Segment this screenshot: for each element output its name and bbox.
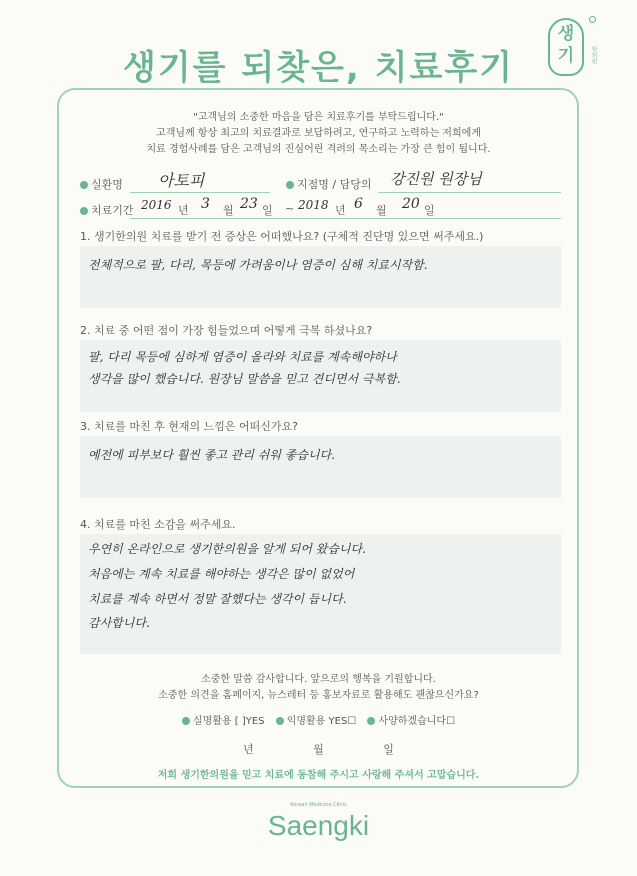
- brand-badge: 생기: [548, 18, 584, 76]
- question-4: 4. 치료를 마친 소감을 써주세요.: [80, 518, 236, 531]
- patient-label: 실환명: [80, 176, 123, 192]
- tilde: ~: [285, 202, 295, 215]
- bullet-icon: [367, 717, 375, 725]
- logo-subtitle: Korean Medicine Clinic: [290, 802, 347, 808]
- period-end-day: 20: [402, 196, 420, 212]
- intro-line-1: "고객님의 소중한 마음을 담은 치료후기를 부탁드립니다.": [193, 112, 444, 123]
- bullet-icon: [182, 717, 190, 725]
- unit-year: 년: [335, 204, 346, 217]
- unit-day: 일: [424, 204, 435, 217]
- period-start-day: 23: [240, 196, 258, 212]
- closing-line-1: 소중한 말씀 감사합니다. 앞으로의 행복을 기원합니다.: [201, 674, 436, 685]
- divider: [130, 192, 270, 193]
- option-real-name[interactable]: 실명활용 [ ]YES: [182, 716, 265, 727]
- footer-message: 저희 생기한의원을 믿고 치료에 동참해 주시고 사랑해 주셔서 고맙습니다.: [157, 770, 480, 781]
- logo: Saengki: [267, 810, 370, 841]
- question-3: 3. 치료를 마친 후 현재의 느낌은 어떠신가요?: [80, 420, 298, 433]
- branch-value: 강진원 원장님: [390, 170, 482, 188]
- answer-3-line-1: 예전에 피부보다 훨씬 좋고 관리 쉬워 좋습니다.: [88, 448, 335, 462]
- unit-month: 월: [376, 204, 387, 217]
- date-line: 년 월 일: [243, 743, 394, 756]
- answer-4-line-4: 감사합니다.: [88, 616, 150, 630]
- answer-2-line-1: 팔, 다리 목등에 심하게 염증이 올라와 치료를 계속해야하나: [88, 350, 397, 364]
- question-2: 2. 치료 중 어떤 점이 가장 힘들었으며 어떻게 극복 하셨나요?: [80, 324, 373, 337]
- bullet-icon: [80, 181, 88, 189]
- option-anonymous[interactable]: 익명활용 YES☐: [276, 716, 357, 727]
- unit-month: 월: [223, 204, 234, 217]
- intro-line-3: 치료 경험사례를 담은 고객님의 진심어린 격려의 목소리는 가장 큰 힘이 됩니다.: [146, 144, 491, 155]
- answer-2-line-2: 생각을 많이 했습니다. 원장님 말씀을 믿고 견디면서 극복함.: [88, 372, 401, 386]
- answer-4-line-2: 처음에는 계속 치료를 해야하는 생각은 많이 없었어: [88, 567, 355, 581]
- bullet-icon: [286, 181, 294, 189]
- intro-line-2: 고객님께 항상 최고의 치료결과로 보답하려고, 연구하고 노력하는 저희에게: [156, 128, 481, 139]
- page-title: 생기를 되찾은, 치료후기: [122, 48, 515, 88]
- patient-value: 아토피: [158, 171, 205, 190]
- divider: [130, 218, 561, 219]
- period-end-year: 2018: [298, 198, 329, 212]
- divider: [378, 192, 561, 193]
- badge-dot-icon: [589, 16, 596, 23]
- bullet-icon: [276, 717, 284, 725]
- brand-badge-sub: 한의원: [590, 46, 597, 64]
- unit-year: 년: [178, 204, 189, 217]
- option-decline[interactable]: 사양하겠습니다☐: [367, 716, 455, 727]
- period-end-month: 6: [354, 196, 363, 212]
- consent-options: [60, 712, 577, 727]
- answer-4-line-1: 우연히 온라인으로 생기한의원을 알게 되어 왔습니다.: [88, 542, 366, 556]
- bullet-icon: [80, 207, 88, 215]
- period-start-year: 2016: [141, 198, 172, 212]
- question-1: 1. 생기한의원 치료를 받기 전 증상은 어떠했나요? (구체적 진단명 있으면 써주세요.): [80, 230, 484, 243]
- period-start-month: 3: [201, 196, 210, 212]
- closing-line-2: 소중한 의견을 홈페이지, 뉴스레터 등 홍보자료로 활용해도 괜찮으신가요?: [158, 690, 479, 701]
- answer-4-line-3: 치료를 계속 하면서 정말 잘했다는 생각이 듭니다.: [88, 592, 347, 606]
- unit-day: 일: [262, 204, 273, 217]
- branch-label: 지점명 / 담당의: [286, 176, 371, 192]
- period-label: 치료기간: [80, 202, 134, 218]
- answer-1-line-1: 전체적으로 팔, 다리, 목등에 가려움이나 염증이 심해 치료시작함.: [88, 258, 428, 272]
